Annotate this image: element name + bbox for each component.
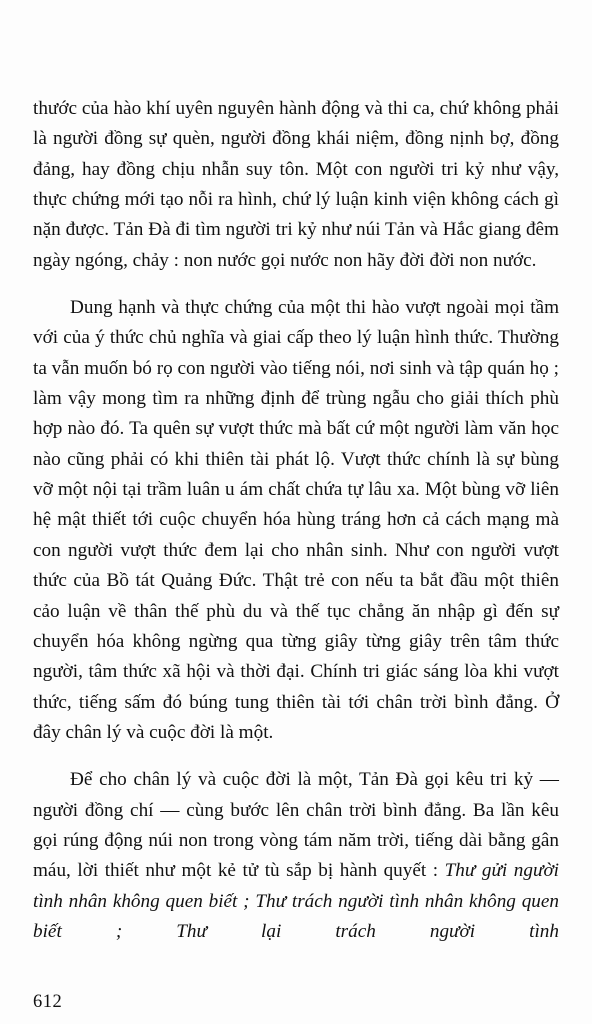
paragraph-3 [33, 765, 559, 947]
paragraph-3-italic-titles: Thư gửi người tình nhân không quen biết ; Thư trách người tình nhân không quen biết ; Thư lại trách người tình [33, 860, 560, 942]
paragraph-spacer [33, 276, 559, 293]
paragraph-2-text: Dung hạnh và thực chứng của một thi hào vượt ngoài mọi tầm với của ý thức chủ nghĩa và giai cấp theo lý luận hình thức. Thường ta vẫn muốn bó rọ con người vào tiếng nói, nơi sinh và tập quán họ ; làm vậy mong tìm ra những định để trùng ngẫu cho giải thích phù hợp nào đó. Ta quên sự vượt thức mà bất cứ một người làm văn học nào cũng phải có khi thiên tài phát lộ. Vượt thức chính là sự bùng vỡ một nội tại trầm luân u ám chất chứa tự lâu xa. Một bùng vỡ liên hệ mật thiết tới cuộc chuyển hóa hùng tráng hơn cả cách mạng mà con người vượt thức đem lại cho nhân sinh. Như con người vượt thức của Bồ tát Quảng Đức. Thật trẻ con nếu ta bắt đầu một thiên cảo luận về thân thế phù du và thế tục chẳng ăn nhập gì đến sự chuyển hóa không ngừng qua từng giây từng giây trên tâm thức người, tâm thức xã hội và thời đại. Chính tri giác sáng lòa khi vượt thức, tiếng sấm đó búng tung thiên tài tới chân trời bình đẳng. Ở đây chân lý và cuộc đời là một. [33, 297, 559, 743]
paragraph-1-text: thước của hào khí uyên nguyên hành động và thi ca, chứ không phải là người đồng sự quèn, người đồng khái niệm, đồng nịnh bợ, đồng đảng, hay đồng chịu nhẫn suy tôn. Một con người tri kỷ như vậy, thực chứng mới tạo nỗi ra hình, chứ lý luận kinh viện không cách gì nặn được. Tản Đà đi tìm người tri kỷ như núi Tản và Hắc giang đêm ngày ngóng, chảy : non nước gọi nước non hãy đời đời non nước. [33, 98, 559, 271]
page-number: 612 [33, 992, 63, 1012]
body-text [33, 94, 559, 947]
paragraph-3-text: Để cho chân lý và cuộc đời là một, Tản Đà gọi kêu tri kỷ — người đồng chí — cùng bước lên chân trời bình đẳng. Ba lần kêu gọi rúng động núi non trong vòng tám năm trời, tiếng dài bằng gân máu, lời thiết như một kẻ tử tù sắp bị hành quyết : [33, 769, 559, 882]
paragraph-spacer [33, 748, 559, 765]
paragraph-2 [33, 293, 559, 748]
paragraph-1 [33, 94, 559, 276]
